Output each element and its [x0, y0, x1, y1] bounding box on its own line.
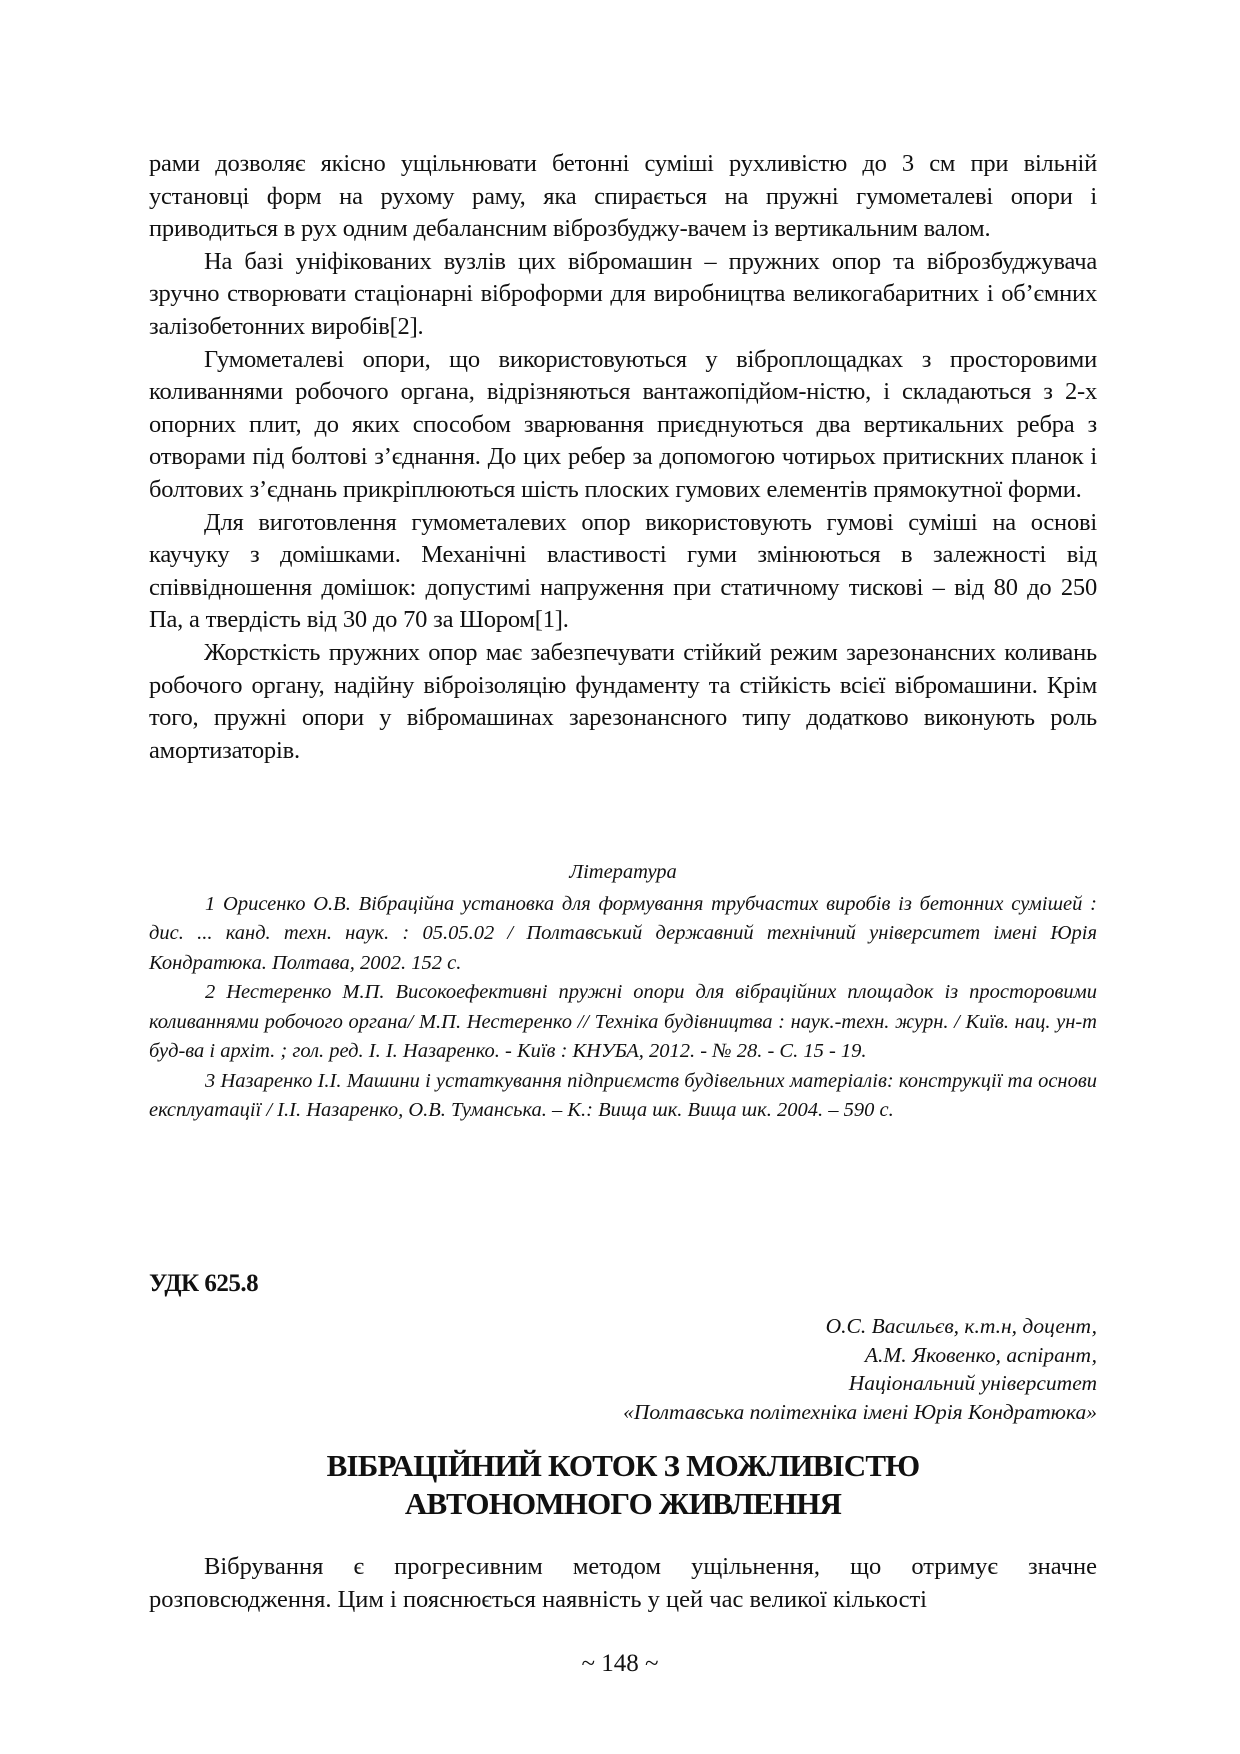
title-line: АВТОНОМНОГО ЖИВЛЕННЯ — [404, 1486, 842, 1521]
page-number: ~ 148 ~ — [581, 1650, 659, 1677]
authors-block — [623, 1312, 1097, 1426]
literature-section — [149, 858, 1097, 1126]
author-line: А.М. Яковенко, аспірант, — [864, 1342, 1097, 1367]
reference-item: 1 Орисенко О.В. Вібраційна установка для формування трубчастих виробів із бетонних сумішей : дис. ... канд. техн. наук. : 05.05.02 / Полтавський державний технічний університет імені Юрія Кондратюка. Полтава, 2002. 152 с. — [149, 892, 1097, 974]
paragraph: Для виготовлення гумометалевих опор використовують гумові суміші на основі каучуку з домішками. Механічні властивості гуми змінюються в залежності від співвідношення домішок: допустимі напруження при статичному тискові – від 80 до 250 Па, а твердість від 30 до 70 за Шором[1]. — [149, 508, 1097, 634]
paragraph: На базі уніфікованих вузлів цих вібромашин – пружних опор та віброзбуджувача зручно створювати стаціонарні віброформи для виробництва великогабаритних і об’ємних залізобетонних виробів[2]. — [149, 247, 1097, 340]
udk-code: УДК 625.8 — [149, 1270, 259, 1297]
intro-text — [149, 1551, 1097, 1616]
affiliation-line: «Полтавська політехніка імені Юрія Кондратюка» — [623, 1399, 1097, 1424]
paragraph: Жорсткість пружних опор має забезпечувати стійкий режим зарезонансних коливань робочого органу, надійну віброізоляцію фундаменту та стійкість всієї вібромашини. Крім того, пружні опори у вібромашинах зарезонансного типу додатково виконують роль амортизаторів. — [149, 638, 1097, 764]
body-text — [149, 148, 1097, 767]
reference-item: 2 Нестеренко М.П. Високоефективні пружні опори для вібраційних площадок із просторовими коливаннями робочого органа/ М.П. Нестеренко // Техніка будівництва : наук.-техн. журн. / Київ. нац. ун-т буд-ва і архіт. ; гол. ред. І. І. Назаренко. - Київ : КНУБА, 2012. - № 28. - С. 15 - 19. — [149, 981, 1097, 1062]
paragraph: Вібрування є прогресивним методом ущільнення, що отримує значне розповсюдження. Цим і пояснюється наявність у цей час великої кількості — [149, 1553, 1097, 1613]
article-title — [149, 1447, 1097, 1523]
reference-item: 3 Назаренко І.І. Машини і устаткування підприємств будівельних матеріалів: конструкції та основи експлуатації / І.І. Назаренко, О.В. Туманська. – К.: Вища шк. Вища шк. 2004. – 590 с. — [149, 1069, 1097, 1121]
paragraph: Гумометалеві опори, що використовуються у віброплощадках з просторовими коливаннями робочого органа, відрізняються вантажопідйом-ністю, і складаються з 2-х опорних плит, до яких способом зварювання приєднуються два вертикальних ребра з отворами під болтові з’єднання. До цих ребер за допомогою чотирьох притискних планок і болтових з’єднань прикріплюються шість плоских гумових елементів прямокутної форми. — [149, 345, 1097, 503]
affiliation-line: Національний університет — [848, 1371, 1097, 1395]
literature-heading: Література — [569, 861, 677, 883]
author-line: О.С. Васильєв, к.т.н, доцент, — [825, 1314, 1097, 1338]
paragraph: рами дозволяє якісно ущільнювати бетонні суміші рухливістю до 3 см при вільній установці форм на рухому раму, яка спирається на пружні гумометалеві опори і приводиться в рух одним дебалансним віброзбуджу-вачем із вертикальним валом. — [149, 150, 1097, 243]
title-line: ВІБРАЦІЙНИЙ КОТОК З МОЖЛИВІСТЮ — [326, 1448, 920, 1483]
